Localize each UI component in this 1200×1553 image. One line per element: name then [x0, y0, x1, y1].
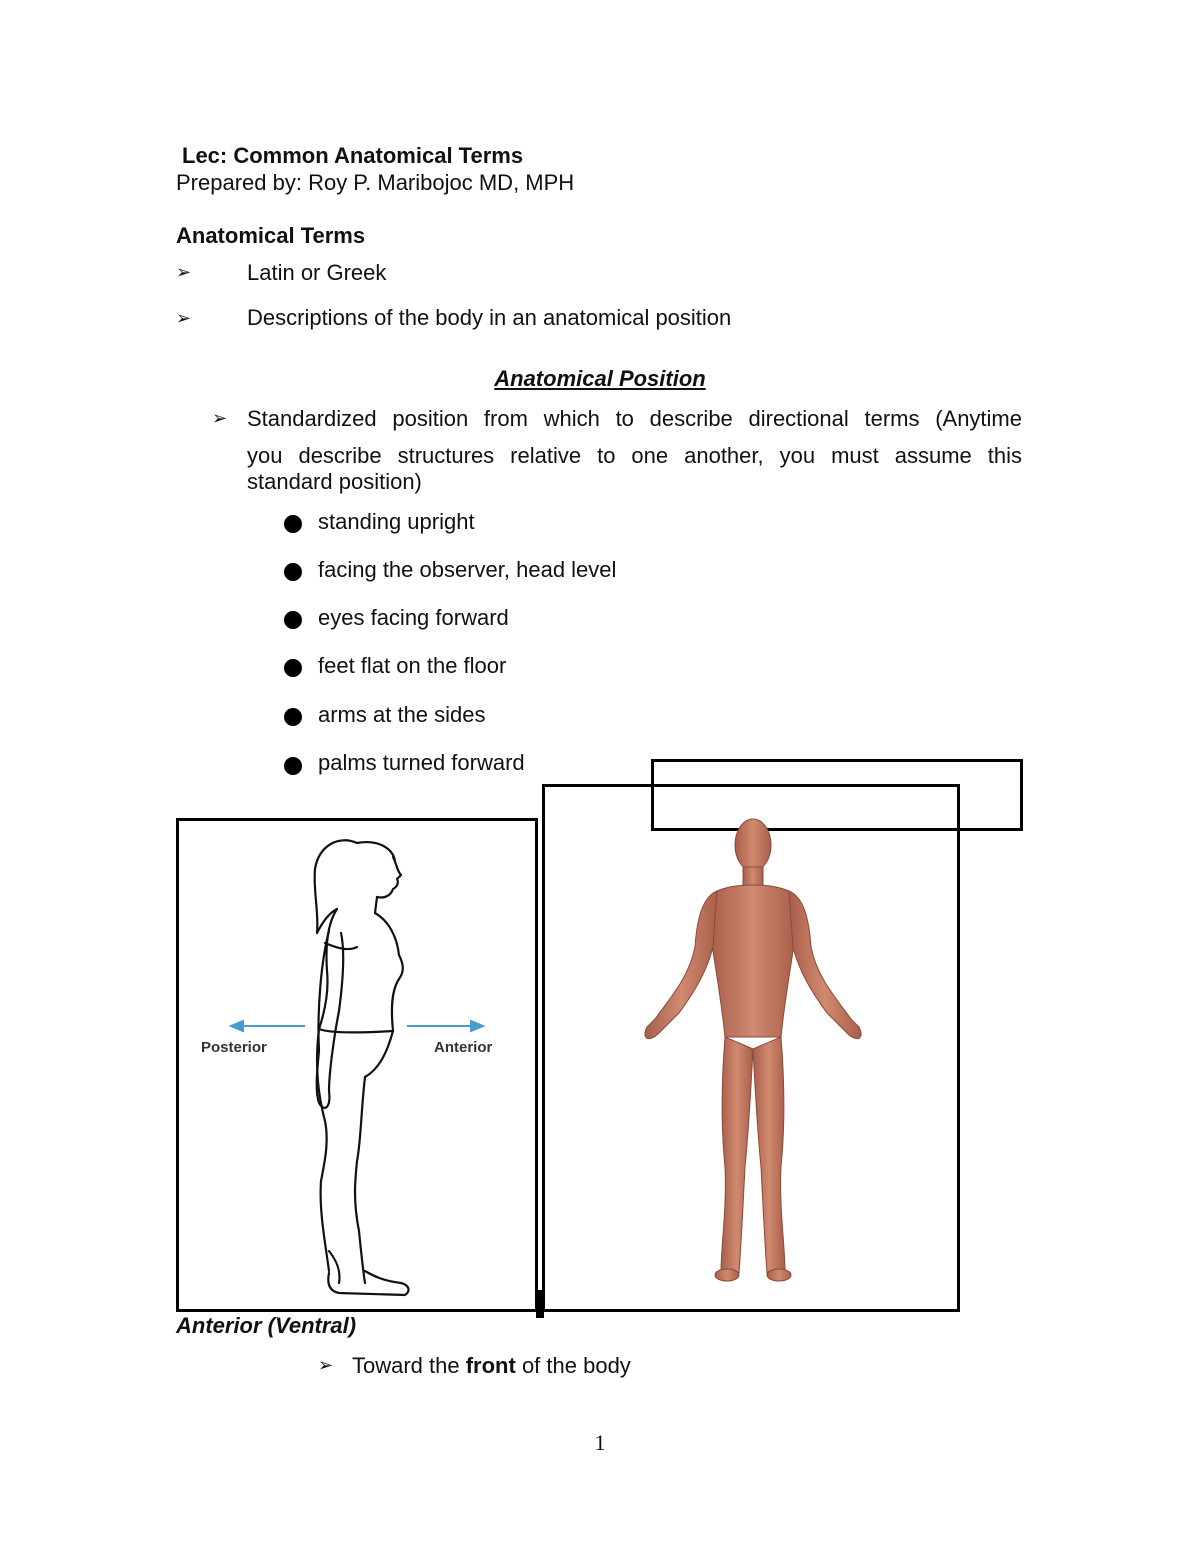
list-item: arms at the sides — [318, 702, 486, 727]
bullet-dot-icon — [284, 515, 302, 533]
arrow-bullet-icon: ➢ — [318, 1355, 334, 1375]
anterior-item-pre: Toward the — [352, 1353, 466, 1378]
arrow-bullet-icon: ➢ — [212, 408, 228, 428]
anterior-body-render — [545, 787, 957, 1309]
bullet-dot-icon — [284, 708, 302, 726]
page-number: 1 — [594, 1430, 606, 1455]
label-anterior: Anterior — [434, 1039, 493, 1056]
section-heading-anatomical-terms: Anatomical Terms — [176, 223, 366, 248]
lateral-body-drawing — [179, 821, 535, 1309]
author-line: Prepared by: Roy P. Maribojoc MD, MPH — [176, 170, 575, 195]
anterior-item-post: of the body — [515, 1353, 631, 1378]
list-item: Latin or Greek — [247, 260, 387, 285]
list-item: eyes facing forward — [318, 605, 509, 630]
list-item: Descriptions of the body in an anatomical position — [247, 305, 732, 330]
lateral-view-figure — [176, 818, 538, 1312]
bullet-dot-icon — [284, 659, 302, 677]
section-heading-anterior: Anterior (Ventral) — [176, 1313, 357, 1338]
bullet-dot-icon — [284, 563, 302, 581]
bullet-dot-icon — [284, 757, 302, 775]
list-item: palms turned forward — [318, 750, 525, 775]
list-item — [352, 1352, 631, 1380]
intro-text-line-3: standard position) — [247, 469, 422, 494]
list-item: standing upright — [318, 509, 475, 534]
bullet-dot-icon — [284, 611, 302, 629]
intro-text-line-1: Standardized position from which to describe directional terms (Anytime — [247, 406, 1022, 431]
lecture-title: Lec: Common Anatomical Terms — [182, 143, 524, 168]
anterior-view-figure — [542, 784, 960, 1312]
label-posterior: Posterior — [201, 1039, 267, 1056]
anterior-item-bold: front — [465, 1353, 516, 1378]
arrow-bullet-icon: ➢ — [176, 262, 192, 282]
list-item: feet flat on the floor — [318, 653, 507, 678]
section-heading-anatomical-position: Anatomical Position — [494, 366, 706, 391]
arrow-bullet-icon: ➢ — [176, 308, 192, 328]
intro-text-line-2: you describe structures relative to one another, you must assume this — [247, 443, 1022, 468]
list-item: facing the observer, head level — [318, 557, 617, 582]
